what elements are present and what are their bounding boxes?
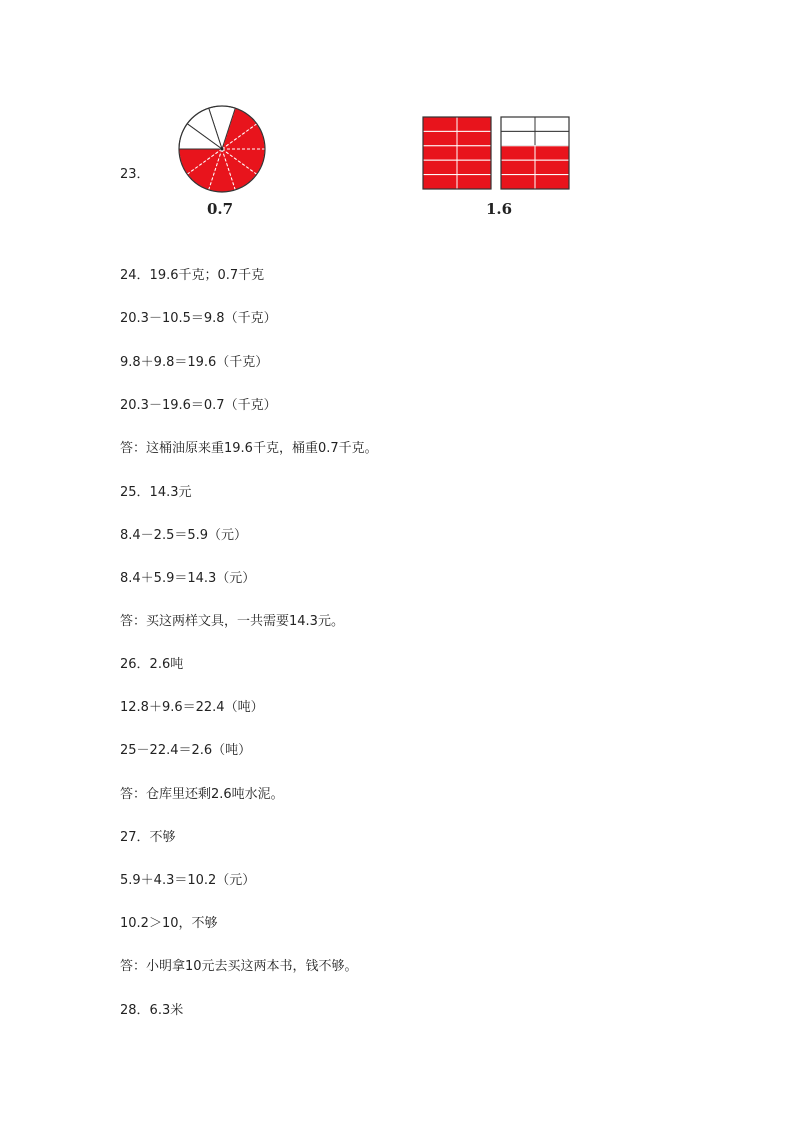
calc-line: 8.4－2.5＝5.9（元） (120, 528, 248, 543)
shaded-cell (457, 175, 491, 189)
shaded-cell (423, 160, 457, 174)
shaded-cell (457, 117, 491, 131)
answer-sentence: 答：小明拿10元去买这两本书，钱不够。 (120, 959, 358, 974)
shaded-cell (535, 160, 569, 174)
shaded-cell (457, 131, 491, 145)
answer-sentence: 答：买这两样文具，一共需要14.3元。 (120, 614, 344, 629)
answer-25-line: 25．14.3元 (120, 485, 192, 500)
calc-line: 12.8＋9.6＝22.4（吨） (120, 700, 264, 715)
circle-center-dot (221, 148, 224, 151)
calc-line: 8.4＋5.9＝14.3（元） (120, 571, 256, 586)
answer-26-line: 26．2.6吨 (120, 657, 184, 672)
shaded-cell (423, 117, 457, 131)
shaded-cell (501, 146, 535, 160)
shaded-cell (535, 146, 569, 160)
shaded-cell (423, 146, 457, 160)
grid-label: 1.6 (486, 200, 513, 218)
calc-line: 20.3－19.6＝0.7（千克） (120, 398, 277, 413)
answer-24-line: 24．19.6千克；0.7千克 (120, 268, 265, 283)
shaded-cell (423, 131, 457, 145)
calc-line: 5.9＋4.3＝10.2（元） (120, 873, 256, 888)
circle-label: 0.7 (207, 200, 234, 218)
decimal-grid-figure (423, 117, 573, 192)
empty-cell (501, 131, 535, 145)
empty-cell (501, 117, 535, 131)
shaded-cell (535, 175, 569, 189)
fraction-circle-figure (177, 104, 267, 194)
shaded-cell (457, 160, 491, 174)
answer-27-line: 27．不够 (120, 830, 176, 845)
question-number-23: 23． (120, 167, 150, 182)
calc-line: 25－22.4＝2.6（吨） (120, 743, 252, 758)
empty-cell (535, 117, 569, 131)
calc-line: 20.3－10.5＝9.8（千克） (120, 311, 277, 326)
shaded-cell (501, 175, 535, 189)
answer-sentence: 答：这桶油原来重19.6千克，桶重0.7千克。 (120, 441, 378, 456)
shaded-cell (501, 160, 535, 174)
calc-line: 10.2＞10，不够 (120, 916, 218, 931)
empty-cell (535, 131, 569, 145)
shaded-cell (423, 175, 457, 189)
shaded-cell (457, 146, 491, 160)
answer-sentence: 答：仓库里还剩2.6吨水泥。 (120, 787, 284, 802)
answer-28-line: 28．6.3米 (120, 1003, 184, 1018)
calc-line: 9.8＋9.8＝19.6（千克） (120, 355, 269, 370)
